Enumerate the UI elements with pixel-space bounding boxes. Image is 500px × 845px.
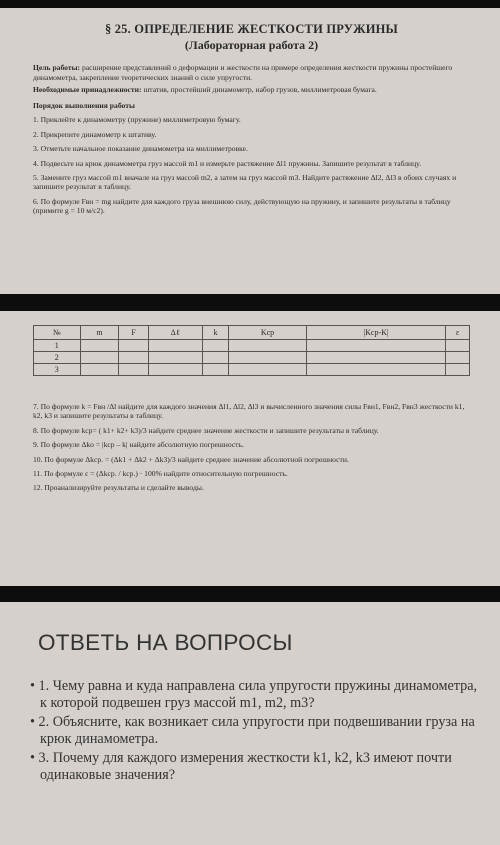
list-item: 12. Проанализируйте результаты и сделайте выводы. (33, 483, 204, 493)
goal-text: расширение представлений о деформации и жесткости на примере определения жесткости пружины простейшего динамометра, закрепление теоретических знаний о силе упругости. (33, 63, 453, 82)
list-item: 4. Подвесьте на крюк динамометра груз массой m1 и измерьте растяжение Δl1 пружины. Запишите результат в таблицу. (33, 158, 422, 168)
list-item: 3. Отметьте начальное показание динамометра на миллиметровке. (33, 144, 248, 154)
header-cell: № (34, 326, 81, 340)
questions-page (0, 602, 500, 845)
page-subtitle: (Лабораторная работа 2) (184, 38, 319, 52)
questions-title: ОТВЕТЬ НА ВОПРОСЫ (38, 630, 293, 655)
equipment-paragraph (33, 85, 470, 95)
table-row (34, 364, 470, 376)
questions-list (30, 678, 480, 783)
calculation-steps (33, 402, 470, 493)
results-page (0, 311, 500, 586)
header-cell: m (80, 326, 119, 340)
procedure-steps (33, 115, 470, 215)
list-item: 8. По формуле kcp= ( k1+ k2+ k3)/3 найдите среднее значение жесткости и запишите результаты в таблицу. (33, 425, 379, 435)
lab-description-page (0, 8, 500, 294)
list-item: • 2. Объясните, как возникает сила упругости при подвешивании груза на крюк динамометра. (30, 714, 475, 747)
procedure-heading: Порядок выполнения работы (33, 100, 135, 110)
list-item: 2. Прикрепите динамометр к штативу. (33, 129, 157, 139)
header-cell: |Kcp-K| (306, 326, 446, 340)
header-cell: k (202, 326, 229, 340)
list-item: 10. По формуле Δkcp. = (Δk1 + Δk2 + Δk3)/3 найдите среднее значение абсолютной погрешности. (33, 454, 349, 464)
row-number-cell: 1 (34, 340, 81, 352)
list-item: 1. Приклейте к динамометру (пружине) миллиметровую бумагу. (33, 115, 241, 125)
goal-label: Цель работы: (33, 63, 81, 72)
list-item: • 1. Чему равна и куда направлена сила упругости пружины динамометра, к которой подвешен груз массой m1, m2, m3? (30, 678, 478, 711)
list-item: 9. По формуле Δko = |kcp – k| найдите абсолютную погрешность. (33, 440, 244, 450)
header-cell: F (119, 326, 148, 340)
header-cell: Δℓ (148, 326, 202, 340)
equipment-text: штатив, простейший динамометр, набор грузов, миллиметровая бумага. (141, 85, 377, 95)
list-item: 5. Замените груз массой m1 вначале на груз массой m2, а затем на груз массой m3. Найдите растяжение Δl2, Δl3 в обоих случаях и запишите результат в таблицу. (33, 173, 457, 192)
list-item: 11. По формуле ε = (Δkcp. / kcp.) · 100% найдите относительную погрешность. (33, 469, 288, 479)
table-header-row (34, 326, 470, 340)
results-table (33, 325, 470, 376)
row-number-cell: 2 (34, 352, 81, 364)
header-cell: Kcp (229, 326, 306, 340)
header-cell: ε (446, 326, 470, 340)
table-row (34, 352, 470, 364)
goal-paragraph (33, 63, 470, 82)
table-row (34, 340, 470, 352)
page-title: § 25. ОПРЕДЕЛЕНИЕ ЖЕСТКОСТИ ПРУЖИНЫ (104, 22, 399, 36)
row-number-cell: 3 (34, 364, 81, 376)
list-item: 7. По формуле k = Fвн /Δl найдите для каждого значения Δl1, Δl2, Δl3 и вычисленного значения силы Fвн1, Fвн2, Fвн3 жесткости k1, k2, k3 и запишите результаты в таблицу. (33, 402, 465, 421)
list-item: • 3. Почему для каждого измерения жесткости k1, k2, k3 имеют почти одинаковые значения? (30, 750, 452, 783)
equipment-label: Необходимые принадлежности: (33, 85, 142, 95)
list-item: 6. По формуле Fвн = mg найдите для каждого груза внешнюю силу, действующую на пружину, и запишите результаты в таблицу (примите g = 10 м/с2). (33, 196, 451, 216)
